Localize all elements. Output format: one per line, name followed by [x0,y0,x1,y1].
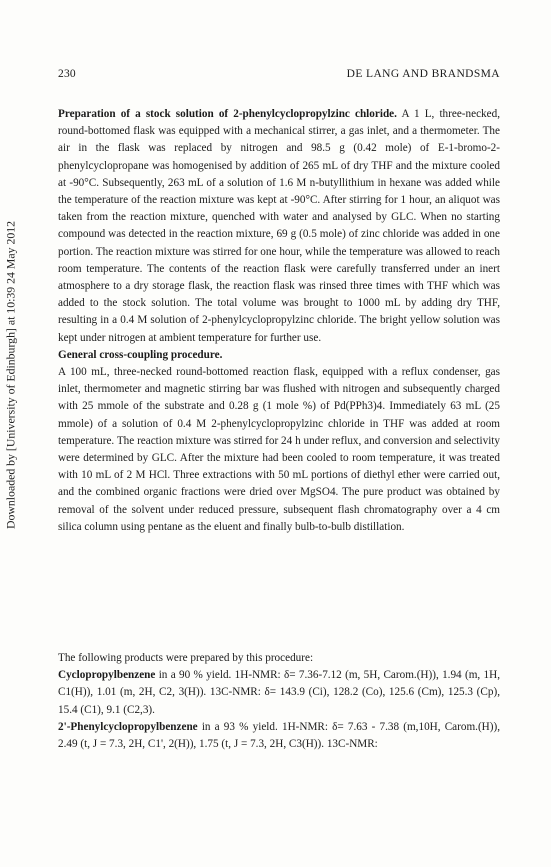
products-intro: The following products were prepared by this procedure: [58,652,314,664]
general-procedure-heading: General cross-coupling procedure. [58,348,223,361]
product-2-name: 2'-Phenylcyclopropylbenzene [58,720,198,733]
product-1-text: in a 90 % yield. 1H-NMR: δ= 7.36-7.12 (m, 5H, Carom.(H)), 1.94 (m, 1H, C1(H)), 1.01 (m, 2H, C2, 3(H)). 13C-NMR: δ= 143.9 (Ci), 128.2 (Co), 125.6 (Cm), 125.3 (Cp), 15.4 (C1), 9.1 (C2,3). [58,669,500,716]
stock-solution-paragraph [58,106,500,347]
stock-solution-text: A 1 L, three-necked, round-bottomed flask was equipped with a mechanical stirrer, a gas inlet, and a thermometer. The air in the flask was replaced by nitrogen and 98.5 g (0.42 mole) of E-1-bromo-2-phenylcyclopropane was homogenised by addition of 265 mL of dry THF and the mixture cooled at -90°C. Subsequently, 263 mL of a solution of 1.6 M n-butyllithium in hexane was added while the temperature of the reaction mixture was kept at -90°C. After stirring for 1 hour, an aliquot was taken from the reaction mixture, quenched with water and analysed by GLC. When no starting compound was detected in the reaction mixture, 69 g (0.5 mole) of zinc chloride was added in one portion. The reaction mixture was stirred for one hour, while the temperature was allowed to reach room temperature. The contents of the reaction flask were carefully transferred under an inert atmosphere to a dry storage flask, the reaction flask was rinsed three times with THF which was added to the stock solution. The total volume was brought to 1000 mL by adding dry THF, resulting in a 0.4 M solution of 2-phenylcyclopropylzinc chloride. The bright yellow solution was kept under nitrogen at ambient temperature for further use. [58,108,500,344]
download-watermark [3,130,19,620]
stock-solution-heading: Preparation of a stock solution of 2-phenylcyclopropylzinc chloride. [58,108,397,120]
product-1-paragraph [58,667,500,719]
general-procedure-paragraph [58,364,500,536]
body-text-upper [58,106,500,536]
general-procedure-text: A 100 mL, three-necked round-bottomed reaction flask, equipped with a reflux condenser, gas inlet, thermometer and magnetic stirring bar was flushed with nitrogen and subsequently charged with 25 mmole of the substrate and 0.28 g (1 mole %) of Pd(PPh3)4. Immediately 63 mL (25 mmole) of a solution of 0.4 M 2-phenylcyclopropylzinc chloride in THF was added at room temperature. The reaction mixture was stirred for 24 h under reflux, and conversion and selectivity were determined by GLC. After the mixture had been cooled to room temperature, it was treated with 10 mL of 2 M HCl. Three extractions with 50 mL portions of diethyl ether were carried out, and the combined organic fractions were dried over MgSO4. The pure product was obtained by removal of the solvent under reduced pressure, subsequent flash chromatography over a 4 cm silica column using pentane as the eluent and finally bulb-to-bulb distillation. [58,366,500,533]
product-2-paragraph [58,719,500,753]
general-procedure-heading-paragraph [58,347,500,364]
running-head: DE LANG AND BRANDSMA [346,68,500,80]
product-1-name: Cyclopropylbenzene [58,669,156,682]
body-text-lower [58,650,500,753]
download-notice: Downloaded by [University of Edinburgh] at 10:39 24 May 2012 [3,220,18,530]
product-2-text: in a 93 % yield. 1H-NMR: δ= 7.63 - 7.38 (m,10H, Carom.(H)), 2.49 (t, J = 7.3, 2H, C1', 2(H)), 1.75 (t, J = 7.3, 2H, C3(H)). 13C-NMR: [58,720,501,751]
page-number: 230 [58,68,76,80]
